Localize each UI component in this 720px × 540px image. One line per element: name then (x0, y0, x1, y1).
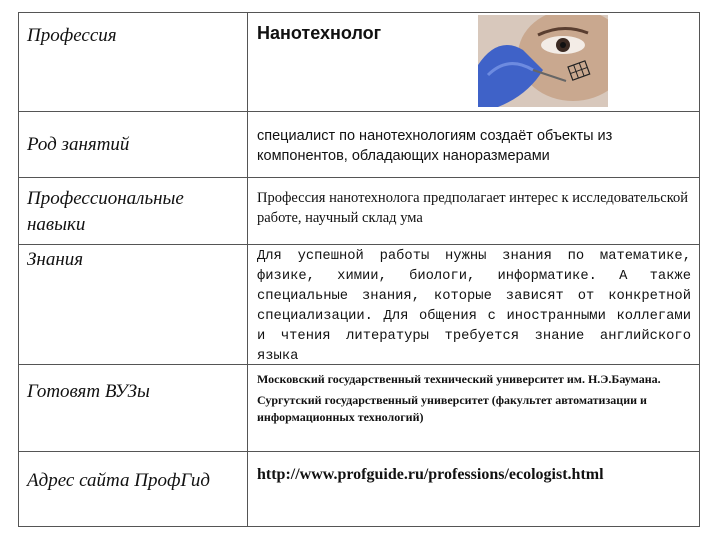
row-knowledge (19, 245, 699, 365)
nanotech-photo-icon (478, 15, 608, 107)
value-knowledge: Для успешной работы нужны знания по математике, физике, химии, биологи, информатике. А также специальные знания, которые зависят от конкретной специализации. Для общения с иностранными коллегами и чтения литературы требуется знание английского языка (257, 249, 691, 364)
university-1: Московский государственный технический университет им. Н.Э.Баумана. (257, 372, 661, 386)
row-universities (19, 365, 699, 452)
website-link[interactable]: http://www.profguide.ru/professions/ecologist.html (257, 466, 604, 483)
value-occupation: специалист по нанотехнологиям создаёт объекты из компонентов, обладающих наноразмерами (257, 128, 613, 164)
row-occupation (19, 112, 699, 178)
label-skills: Профессиональные навыки (27, 188, 184, 235)
value-profession: Нанотехнолог (257, 23, 382, 43)
label-website: Адрес сайта ПрофГид (27, 470, 210, 491)
label-universities: Готовят ВУЗы (27, 381, 150, 402)
label-profession: Профессия (27, 25, 117, 46)
row-profession (19, 13, 699, 112)
profession-table (18, 12, 700, 527)
row-skills (19, 178, 699, 245)
label-knowledge: Знания (27, 249, 84, 270)
label-occupation: Род занятий (27, 134, 130, 155)
value-skills: Профессия нанотехнолога предполагает интерес к исследовательской работе, научный склад ума (257, 190, 689, 226)
university-2: Сургутский государственный университет (факультет автоматизации и информационных технологий) (257, 393, 647, 424)
value-universities (257, 371, 691, 426)
row-website (19, 452, 699, 528)
